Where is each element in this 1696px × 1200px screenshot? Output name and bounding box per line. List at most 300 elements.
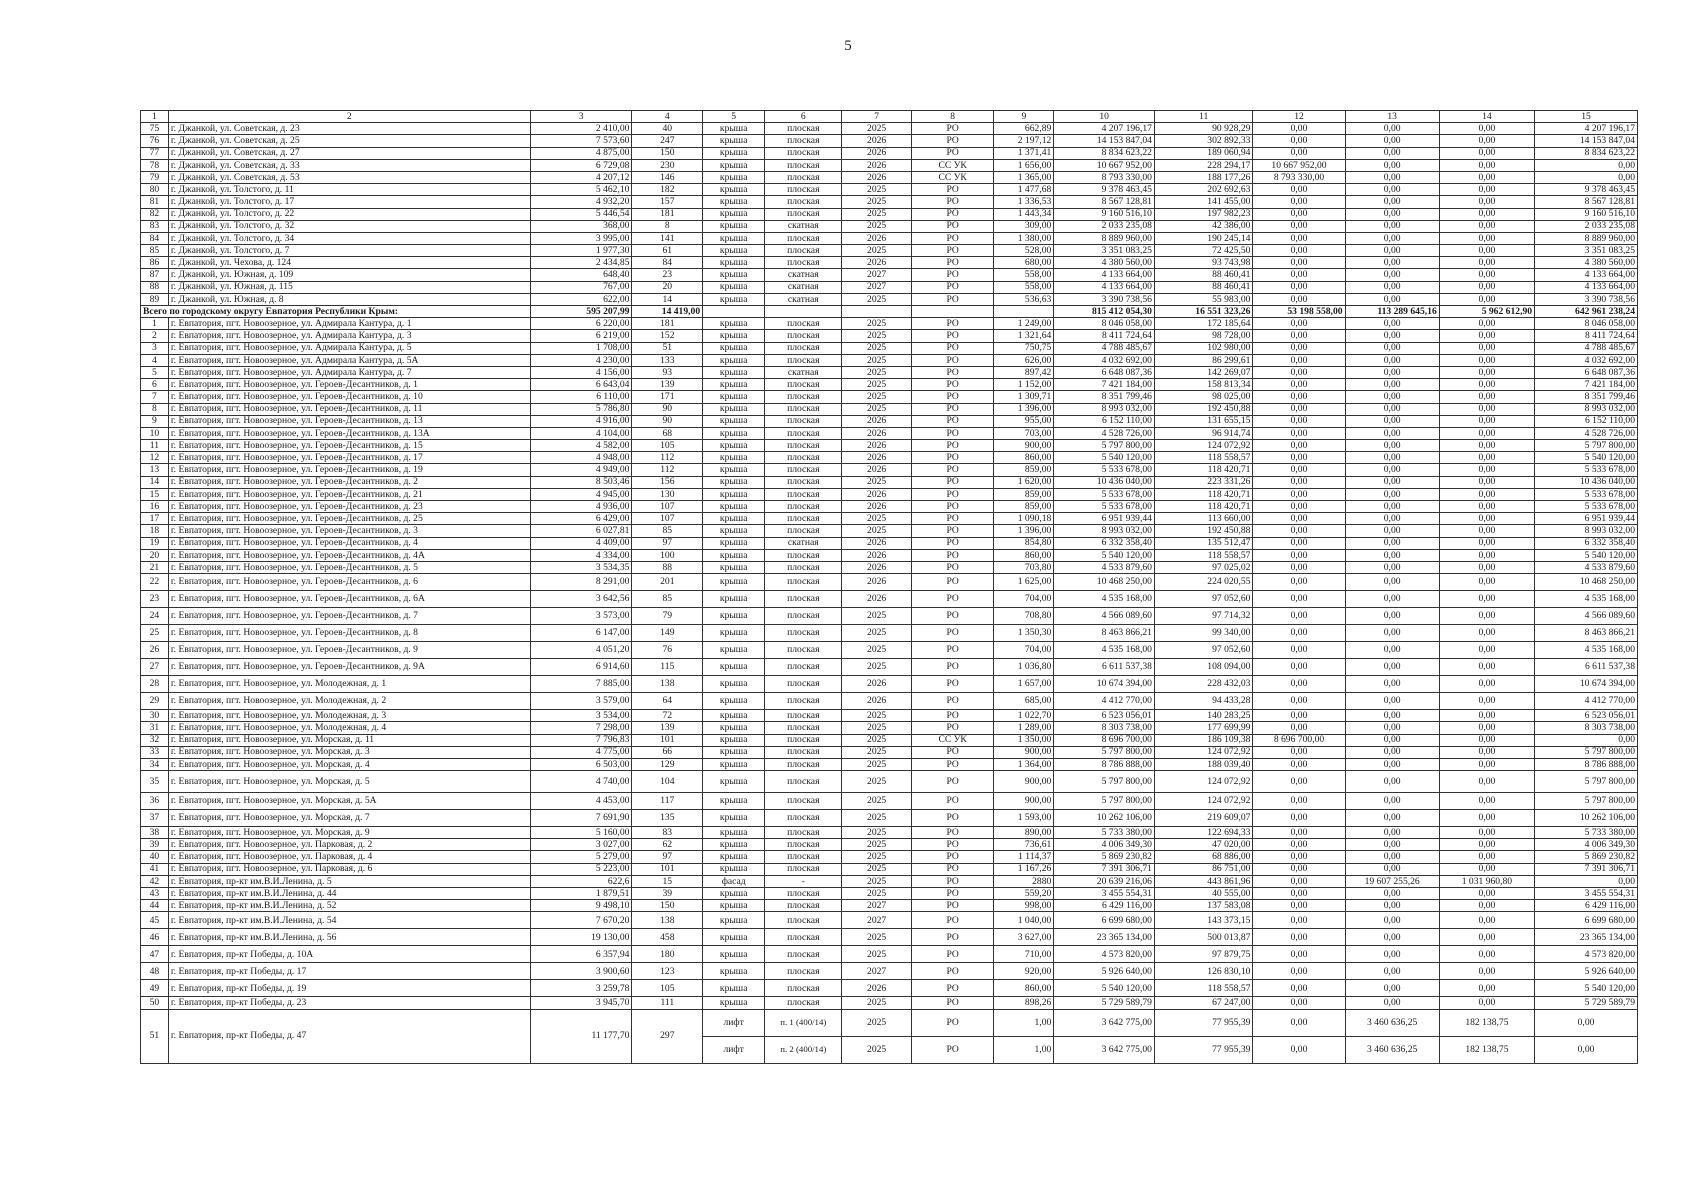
table-cell: 4 133 664,00 bbox=[1054, 269, 1155, 281]
table-cell: 8 834 623,22 bbox=[1535, 147, 1638, 159]
table-cell: плоская bbox=[765, 561, 842, 573]
table-cell: 5 533 678,00 bbox=[1054, 488, 1155, 500]
table-cell: 0,00 bbox=[1253, 900, 1345, 912]
row-number-cell: 3 bbox=[141, 342, 169, 354]
table-cell: 10 667 952,00 bbox=[1054, 159, 1155, 171]
table-row bbox=[141, 625, 1638, 642]
table-cell: РО bbox=[911, 366, 993, 378]
table-cell: 0,00 bbox=[1439, 330, 1534, 342]
address-cell: г. Джанкой, ул. Советская, д. 27 bbox=[168, 147, 530, 159]
table-cell: 0,00 bbox=[1345, 537, 1439, 549]
table-cell: РО bbox=[911, 863, 993, 875]
table-cell: 898,26 bbox=[994, 997, 1054, 1009]
table-cell: 23 365 134,00 bbox=[1535, 929, 1638, 946]
table-cell: 202 692,63 bbox=[1154, 184, 1253, 196]
total-cost: 815 412 054,30 bbox=[1054, 306, 1155, 318]
address-cell: г. Джанкой, ул. Советская, д. 53 bbox=[168, 171, 530, 183]
address-cell: г. Евпатория, пгт. Новоозерное, ул. Героев-Десантников, д. 3 bbox=[168, 525, 530, 537]
table-cell: 0,00 bbox=[1439, 734, 1534, 746]
table-cell: 0,00 bbox=[1439, 293, 1534, 305]
table-cell: 2025 bbox=[842, 827, 912, 839]
table-cell: 8 889 960,00 bbox=[1054, 232, 1155, 244]
table-cell: крыша bbox=[703, 946, 765, 963]
table-row bbox=[141, 147, 1638, 159]
table-cell: 2026 bbox=[842, 159, 912, 171]
table-cell: 3 534,35 bbox=[530, 561, 632, 573]
table-cell: 90 bbox=[632, 403, 703, 415]
table-cell: 1,00 bbox=[994, 1036, 1054, 1063]
table-cell: 0,00 bbox=[1253, 888, 1345, 900]
table-cell: РО bbox=[911, 693, 993, 710]
table-cell: 1 396,00 bbox=[994, 403, 1054, 415]
total-col12: 53 198 558,00 bbox=[1253, 306, 1345, 318]
table-cell: 152 bbox=[632, 330, 703, 342]
table-cell: 6 152 110,00 bbox=[1054, 415, 1155, 427]
table-cell: 0,00 bbox=[1439, 281, 1534, 293]
table-cell: крыша bbox=[703, 135, 765, 147]
table-cell: 0,00 bbox=[1439, 415, 1534, 427]
table-cell: крыша bbox=[703, 625, 765, 642]
address-cell: г. Джанкой, ул. Толстого, д. 32 bbox=[168, 220, 530, 232]
table-row bbox=[141, 293, 1638, 305]
table-cell: крыша bbox=[703, 659, 765, 676]
table-cell: 0,00 bbox=[1439, 900, 1534, 912]
row-number-cell: 11 bbox=[141, 440, 169, 452]
table-cell: РО bbox=[911, 1036, 993, 1063]
table-cell: 0,00 bbox=[1439, 379, 1534, 391]
table-cell: 1 321,64 bbox=[994, 330, 1054, 342]
table-cell: 0,00 bbox=[1345, 269, 1439, 281]
table-cell: 920,00 bbox=[994, 963, 1054, 980]
table-cell: 2025 bbox=[842, 758, 912, 770]
table-cell: скатная bbox=[765, 281, 842, 293]
table-cell: 2 033 235,08 bbox=[1535, 220, 1638, 232]
table-cell: 105 bbox=[632, 440, 703, 452]
table-cell: плоская bbox=[765, 135, 842, 147]
table-cell: 626,00 bbox=[994, 354, 1054, 366]
table-cell: лифт bbox=[703, 1009, 765, 1036]
table-row bbox=[141, 771, 1638, 793]
table-cell: РО bbox=[911, 946, 993, 963]
table-cell: 0,00 bbox=[1439, 561, 1534, 573]
table-cell: 1 152,00 bbox=[994, 379, 1054, 391]
table-cell: 51 bbox=[632, 342, 703, 354]
address-cell: г. Евпатория, пгт. Новоозерное, ул. Героев-Десантников, д. 23 bbox=[168, 501, 530, 513]
table-cell: 0,00 bbox=[1253, 257, 1345, 269]
address-cell: г. Джанкой, ул. Советская, д. 25 bbox=[168, 135, 530, 147]
table-cell: 137 583,08 bbox=[1154, 900, 1253, 912]
table-cell: 5 223,00 bbox=[530, 863, 632, 875]
table-cell: РО bbox=[911, 220, 993, 232]
table-row bbox=[141, 746, 1638, 758]
table-cell: 0,00 bbox=[1439, 525, 1534, 537]
column-number-cell: 10 bbox=[1054, 111, 1155, 123]
table-cell: 2027 bbox=[842, 281, 912, 293]
table-cell: 40 bbox=[632, 123, 703, 135]
table-cell: 117 bbox=[632, 793, 703, 810]
table-row bbox=[141, 900, 1638, 912]
table-cell: 0,00 bbox=[1345, 659, 1439, 676]
table-cell: 2025 bbox=[842, 863, 912, 875]
table-cell: 0,00 bbox=[1253, 415, 1345, 427]
table-cell: крыша bbox=[703, 525, 765, 537]
table-cell: 0,00 bbox=[1253, 220, 1345, 232]
table-cell: фасад bbox=[703, 875, 765, 887]
table-cell: 0,00 bbox=[1253, 997, 1345, 1009]
table-cell: плоская bbox=[765, 642, 842, 659]
table-cell: 6 523 056,01 bbox=[1054, 710, 1155, 722]
address-cell: г. Евпатория, пгт. Новоозерное, ул. Героев-Десантников, д. 5 bbox=[168, 561, 530, 573]
table-cell: 7 691,90 bbox=[530, 810, 632, 827]
table-cell: 443 861,96 bbox=[1154, 875, 1253, 887]
row-number-cell: 38 bbox=[141, 827, 169, 839]
address-cell: г. Евпатория, пгт. Новоозерное, ул. Героев-Десантников, д. 6А bbox=[168, 591, 530, 608]
table-cell: 8 786 888,00 bbox=[1054, 758, 1155, 770]
table-cell: 0,00 bbox=[1345, 464, 1439, 476]
table-cell: РО bbox=[911, 476, 993, 488]
table-cell: 0,00 bbox=[1345, 710, 1439, 722]
row-number-cell: 4 bbox=[141, 354, 169, 366]
table-cell: 5 540 120,00 bbox=[1535, 549, 1638, 561]
table-cell: 0,00 bbox=[1345, 980, 1439, 997]
table-cell: п. 1 (400/14) bbox=[765, 1009, 842, 1036]
table-cell: 14 bbox=[632, 293, 703, 305]
table-cell: 97 879,75 bbox=[1154, 946, 1253, 963]
row-number-cell: 81 bbox=[141, 196, 169, 208]
table-cell: РО bbox=[911, 232, 993, 244]
table-row bbox=[141, 403, 1638, 415]
table-row bbox=[141, 257, 1638, 269]
table-cell: плоская bbox=[765, 758, 842, 770]
table-row bbox=[141, 875, 1638, 887]
table-cell: 62 bbox=[632, 839, 703, 851]
table-cell: РО bbox=[911, 659, 993, 676]
table-cell: 0,00 bbox=[1345, 220, 1439, 232]
address-cell: г. Евпатория, пгт. Новоозерное, ул. Героев-Десантников, д. 7 bbox=[168, 608, 530, 625]
table-cell: 4 409,00 bbox=[530, 537, 632, 549]
table-cell: 0,00 bbox=[1253, 403, 1345, 415]
table-cell: 3 642 775,00 bbox=[1054, 1009, 1155, 1036]
table-cell: 6 951 939,44 bbox=[1054, 513, 1155, 525]
table-cell: 2025 bbox=[842, 220, 912, 232]
table-cell: крыша bbox=[703, 440, 765, 452]
table-cell: 2025 bbox=[842, 525, 912, 537]
table-cell bbox=[994, 306, 1054, 318]
table-cell: 3 995,00 bbox=[530, 232, 632, 244]
table-cell: РО bbox=[911, 851, 993, 863]
table-cell bbox=[765, 306, 842, 318]
table-row bbox=[141, 245, 1638, 257]
table-cell: 0,00 bbox=[1253, 839, 1345, 851]
row-number-cell: 40 bbox=[141, 851, 169, 863]
table-cell: 9 498,10 bbox=[530, 900, 632, 912]
table-cell: плоская bbox=[765, 354, 842, 366]
column-number-cell: 11 bbox=[1154, 111, 1253, 123]
table-cell: 1 167,26 bbox=[994, 863, 1054, 875]
table-row bbox=[141, 354, 1638, 366]
row-number-cell: 22 bbox=[141, 574, 169, 591]
table-cell: РО bbox=[911, 997, 993, 1009]
table-cell: 122 694,33 bbox=[1154, 827, 1253, 839]
table-cell: 0,00 bbox=[1535, 734, 1638, 746]
table-cell: 23 365 134,00 bbox=[1054, 929, 1155, 946]
table-cell: плоская bbox=[765, 839, 842, 851]
table-cell: 0,00 bbox=[1345, 676, 1439, 693]
table-cell: 135 bbox=[632, 810, 703, 827]
table-cell: п. 2 (400/14) bbox=[765, 1036, 842, 1063]
table-cell: 7 421 184,00 bbox=[1054, 379, 1155, 391]
table-cell: крыша bbox=[703, 354, 765, 366]
row-number-cell: 23 bbox=[141, 591, 169, 608]
table-cell: 10 674 394,00 bbox=[1535, 676, 1638, 693]
table-cell: 8 463 866,21 bbox=[1535, 625, 1638, 642]
table-cell: РО bbox=[911, 318, 993, 330]
table-cell: 4 932,20 bbox=[530, 196, 632, 208]
table-cell: 0,00 bbox=[1439, 208, 1534, 220]
table-cell: 2025 bbox=[842, 946, 912, 963]
table-cell: 0,00 bbox=[1345, 379, 1439, 391]
table-cell: 0,00 bbox=[1345, 208, 1439, 220]
table-cell: 72 425,50 bbox=[1154, 245, 1253, 257]
row-number-cell: 43 bbox=[141, 888, 169, 900]
table-cell: крыша bbox=[703, 676, 765, 693]
table-cell: плоская bbox=[765, 379, 842, 391]
table-cell: 8 351 799,46 bbox=[1535, 391, 1638, 403]
table-row bbox=[141, 269, 1638, 281]
table-cell: РО bbox=[911, 746, 993, 758]
table-row bbox=[141, 946, 1638, 963]
table-cell: плоская bbox=[765, 501, 842, 513]
table-cell: крыша bbox=[703, 549, 765, 561]
table-cell: 0,00 bbox=[1253, 476, 1345, 488]
table-cell: 900,00 bbox=[994, 440, 1054, 452]
table-cell: РО bbox=[911, 452, 993, 464]
table-cell: 0,00 bbox=[1253, 269, 1345, 281]
table-cell: РО bbox=[911, 501, 993, 513]
table-cell: 3 455 554,31 bbox=[1535, 888, 1638, 900]
address-cell: г. Евпатория, пгт. Новоозерное, ул. Адмирала Кантура, д. 3 bbox=[168, 330, 530, 342]
table-cell: крыша bbox=[703, 980, 765, 997]
table-cell: крыша bbox=[703, 171, 765, 183]
table-cell: плоская bbox=[765, 403, 842, 415]
row-number-cell: 17 bbox=[141, 513, 169, 525]
table-cell: 2 434,85 bbox=[530, 257, 632, 269]
table-cell: 0,00 bbox=[1253, 318, 1345, 330]
column-number-cell: 3 bbox=[530, 111, 632, 123]
table-cell: 68 886,00 bbox=[1154, 851, 1253, 863]
table-cell: 2027 bbox=[842, 269, 912, 281]
table-row bbox=[141, 722, 1638, 734]
table-cell: 0,00 bbox=[1439, 245, 1534, 257]
table-cell: 0,00 bbox=[1253, 123, 1345, 135]
table-cell: 2027 bbox=[842, 900, 912, 912]
table-cell: 5 540 120,00 bbox=[1054, 549, 1155, 561]
table-cell: 1 040,00 bbox=[994, 912, 1054, 929]
table-cell: 0,00 bbox=[1345, 793, 1439, 810]
table-row bbox=[141, 758, 1638, 770]
table-cell: плоская bbox=[765, 184, 842, 196]
table-cell: РО bbox=[911, 135, 993, 147]
table-cell: крыша bbox=[703, 758, 765, 770]
table-cell: 5 540 120,00 bbox=[1535, 452, 1638, 464]
table-cell: РО bbox=[911, 591, 993, 608]
table-cell: 188 039,40 bbox=[1154, 758, 1253, 770]
table-cell: 3 900,60 bbox=[530, 963, 632, 980]
table-cell: 2026 bbox=[842, 427, 912, 439]
table-cell: 0,00 bbox=[1439, 537, 1534, 549]
table-cell: 1 380,00 bbox=[994, 232, 1054, 244]
table-cell: 1 365,00 bbox=[994, 171, 1054, 183]
table-cell: плоская bbox=[765, 574, 842, 591]
table-row bbox=[141, 549, 1638, 561]
table-cell: 4 535 168,00 bbox=[1054, 591, 1155, 608]
table-cell: 129 bbox=[632, 758, 703, 770]
table-cell: 94 433,28 bbox=[1154, 693, 1253, 710]
address-cell: г. Евпатория, пгт. Новоозерное, ул. Парковая, д. 4 bbox=[168, 851, 530, 863]
table-cell: РО bbox=[911, 403, 993, 415]
table-cell: 171 bbox=[632, 391, 703, 403]
table-cell: 118 420,71 bbox=[1154, 488, 1253, 500]
row-number-cell: 15 bbox=[141, 488, 169, 500]
table-cell: 0,00 bbox=[1253, 330, 1345, 342]
table-cell: 860,00 bbox=[994, 980, 1054, 997]
table-cell: 558,00 bbox=[994, 269, 1054, 281]
row-number-cell: 75 bbox=[141, 123, 169, 135]
table-cell: 10 468 250,00 bbox=[1535, 574, 1638, 591]
table-cell: 190 245,14 bbox=[1154, 232, 1253, 244]
table-cell: 115 bbox=[632, 659, 703, 676]
table-cell: 5 729 589,79 bbox=[1054, 997, 1155, 1009]
table-cell: 703,00 bbox=[994, 427, 1054, 439]
table-cell: 0,00 bbox=[1439, 464, 1534, 476]
table-cell: 2025 bbox=[842, 476, 912, 488]
table-cell: крыша bbox=[703, 293, 765, 305]
row-number-cell: 37 bbox=[141, 810, 169, 827]
table-cell: плоская bbox=[765, 330, 842, 342]
table-cell: крыша bbox=[703, 722, 765, 734]
table-cell: 172 185,64 bbox=[1154, 318, 1253, 330]
table-cell: РО bbox=[911, 980, 993, 997]
table-cell: 19 607 255,26 bbox=[1345, 875, 1439, 887]
table-cell: 2025 bbox=[842, 722, 912, 734]
table-cell: 8 834 623,22 bbox=[1054, 147, 1155, 159]
table-row bbox=[141, 220, 1638, 232]
table-cell: 150 bbox=[632, 147, 703, 159]
table-cell: 5 926 640,00 bbox=[1535, 963, 1638, 980]
table-cell: 4 566 089,60 bbox=[1054, 608, 1155, 625]
table-cell: 5 733 380,00 bbox=[1054, 827, 1155, 839]
table-row bbox=[141, 561, 1638, 573]
total-residents: 14 419,00 bbox=[632, 306, 703, 318]
table-cell: 1 625,00 bbox=[994, 574, 1054, 591]
table-row bbox=[141, 693, 1638, 710]
table-body bbox=[141, 111, 1638, 1064]
table-cell: 118 420,71 bbox=[1154, 464, 1253, 476]
table-cell: 10 436 040,00 bbox=[1535, 476, 1638, 488]
table-cell: 8 696 700,00 bbox=[1054, 734, 1155, 746]
table-cell: 8 567 128,81 bbox=[1054, 196, 1155, 208]
table-cell: 0,00 bbox=[1439, 171, 1534, 183]
table-cell: 0,00 bbox=[1345, 549, 1439, 561]
table-cell: 2027 bbox=[842, 963, 912, 980]
table-cell: 2025 bbox=[842, 710, 912, 722]
table-cell: 0,00 bbox=[1345, 827, 1439, 839]
table-cell: 0,00 bbox=[1253, 488, 1345, 500]
table-cell: 97 bbox=[632, 851, 703, 863]
row-number-cell: 6 bbox=[141, 379, 169, 391]
table-cell: 0,00 bbox=[1253, 537, 1345, 549]
table-cell: 6 699 680,00 bbox=[1535, 912, 1638, 929]
table-cell: крыша bbox=[703, 851, 765, 863]
table-cell: 20 639 216,06 bbox=[1054, 875, 1155, 887]
address-cell: г. Евпатория, пгт. Новоозерное, ул. Героев-Десантников, д. 19 bbox=[168, 464, 530, 476]
table-cell: плоская bbox=[765, 391, 842, 403]
table-cell: 83 bbox=[632, 827, 703, 839]
table-cell: 42 386,00 bbox=[1154, 220, 1253, 232]
table-cell: 181 bbox=[632, 208, 703, 220]
table-cell: 7 796,83 bbox=[530, 734, 632, 746]
address-cell: г. Евпатория, пгт. Новоозерное, ул. Героев-Десантников, д. 9 bbox=[168, 642, 530, 659]
table-cell: 0,00 bbox=[1345, 391, 1439, 403]
table-cell: 6 611 537,38 bbox=[1535, 659, 1638, 676]
table-cell: плоская bbox=[765, 232, 842, 244]
address-cell: г. Евпатория, пгт. Новоозерное, ул. Героев-Десантников, д. 11 bbox=[168, 403, 530, 415]
table-cell: крыша bbox=[703, 366, 765, 378]
table-cell: 197 982,23 bbox=[1154, 208, 1253, 220]
district-total-row bbox=[141, 306, 1638, 318]
column-number-cell: 12 bbox=[1253, 111, 1345, 123]
table-cell: 0,00 bbox=[1345, 758, 1439, 770]
table-cell: 0,00 bbox=[1253, 354, 1345, 366]
table-cell: крыша bbox=[703, 693, 765, 710]
table-cell: 4 533 879,60 bbox=[1054, 561, 1155, 573]
table-cell: 0,00 bbox=[1345, 642, 1439, 659]
table-cell: 2025 bbox=[842, 379, 912, 391]
row-number-cell: 30 bbox=[141, 710, 169, 722]
table-cell: РО bbox=[911, 379, 993, 391]
table-cell: 10 468 250,00 bbox=[1054, 574, 1155, 591]
table-cell: 4 533 879,60 bbox=[1535, 561, 1638, 573]
table-cell: 55 983,00 bbox=[1154, 293, 1253, 305]
table-cell: 2025 bbox=[842, 888, 912, 900]
table-cell: 0,00 bbox=[1439, 513, 1534, 525]
address-cell: г. Евпатория, пгт. Новоозерное, ул. Морская, д. 5 bbox=[168, 771, 530, 793]
table-cell: крыша bbox=[703, 342, 765, 354]
table-cell: 0,00 bbox=[1439, 912, 1534, 929]
row-number-cell: 29 bbox=[141, 693, 169, 710]
table-cell: 710,00 bbox=[994, 946, 1054, 963]
row-number-cell: 25 bbox=[141, 625, 169, 642]
table-cell: 1 350,30 bbox=[994, 625, 1054, 642]
table-cell: крыша bbox=[703, 184, 765, 196]
table-cell: 40 555,00 bbox=[1154, 888, 1253, 900]
row-number-cell: 14 bbox=[141, 476, 169, 488]
table-cell: 0,00 bbox=[1345, 771, 1439, 793]
table-cell: 3 351 083,25 bbox=[1535, 245, 1638, 257]
table-cell: 149 bbox=[632, 625, 703, 642]
address-cell: г. Евпатория, пгт. Новоозерное, ул. Героев-Десантников, д. 8 bbox=[168, 625, 530, 642]
row-number-cell: 46 bbox=[141, 929, 169, 946]
table-cell: 5 797 800,00 bbox=[1535, 793, 1638, 810]
table-cell: 0,00 bbox=[1345, 452, 1439, 464]
table-cell: 0,00 bbox=[1345, 281, 1439, 293]
row-number-cell: 27 bbox=[141, 659, 169, 676]
table-cell: крыша bbox=[703, 793, 765, 810]
table-cell: 2026 bbox=[842, 501, 912, 513]
table-row bbox=[141, 963, 1638, 980]
table-cell: 2025 bbox=[842, 851, 912, 863]
table-cell: 0,00 bbox=[1439, 676, 1534, 693]
